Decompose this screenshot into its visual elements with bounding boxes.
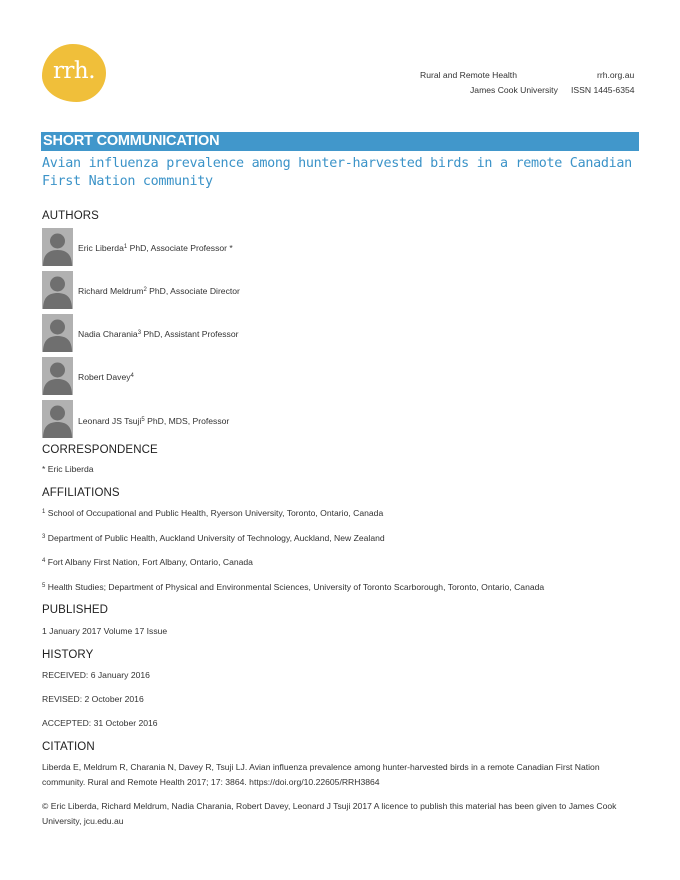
author-role: PhD, Assistant Professor: [141, 329, 239, 339]
affiliation-item: [42, 557, 253, 567]
affiliation-text: Fort Albany First Nation, Fort Albany, Ontario, Canada: [45, 557, 253, 567]
author-name: Robert Davey: [78, 372, 131, 382]
avatar: [42, 271, 73, 309]
author-sup: 4: [130, 373, 134, 379]
received-date: RECEIVED: 6 January 2016: [42, 670, 150, 680]
citation-heading: CITATION: [42, 741, 95, 753]
affiliation-text: School of Occupational and Public Health, Ryerson University, Toronto, Ontario, Canada: [45, 508, 384, 518]
correspondence-heading: CORRESPONDENCE: [42, 444, 158, 456]
affiliation-item: [42, 508, 383, 518]
publisher-name: James Cook University: [470, 85, 558, 95]
license-text: © Eric Liberda, Richard Meldrum, Nadia Charania, Robert Davey, Leonard J Tsuji 2017 A licence to publish this material has been given to James Cook University, jcu.edu.au: [42, 801, 617, 826]
author-name: Leonard JS Tsuji: [78, 416, 142, 426]
author-name: Nadia Charania: [78, 329, 138, 339]
published-heading: PUBLISHED: [42, 604, 109, 616]
author-role: PhD, MDS, Professor: [144, 416, 230, 426]
citation-text: Liberda E, Meldrum R, Charania N, Davey R, Tsuji LJ. Avian influenza prevalence among hunter-harvested birds in a remote Canadian First Nation community. Rural and Remote Health 2017; 17: 3864. https://doi.org/10.22605/RRH3864: [42, 762, 600, 787]
revised-date: REVISED: 2 October 2016: [42, 694, 144, 704]
logo-text: rrh.: [52, 58, 96, 84]
published-text: 1 January 2017 Volume 17 Issue: [42, 626, 168, 636]
author-name: Richard Meldrum: [78, 286, 144, 296]
article-title: Avian influenza prevalence among hunter-harvested birds in a remote Canadian First Nation community: [42, 156, 632, 189]
affiliation-text: Health Studies; Department of Physical and Environmental Sciences, University of Toronto Scarborough, Toronto, Ontario, Canada: [45, 582, 545, 592]
author-role: PhD, Associate Professor *: [127, 243, 233, 253]
avatar: [42, 228, 73, 266]
author-role: PhD, Associate Director: [146, 286, 240, 296]
article-type-label: SHORT COMMUNICATION: [43, 133, 220, 149]
author-sup: 2: [143, 287, 147, 293]
author-sup: 1: [123, 244, 128, 250]
affiliation-sup: 1: [42, 509, 46, 515]
affiliation-sup: 5: [42, 583, 46, 589]
history-heading: HISTORY: [42, 649, 94, 661]
avatar: [42, 357, 73, 395]
rrh-logo: [42, 44, 106, 102]
journal-name: Rural and Remote Health: [420, 70, 517, 80]
author-name: Eric Liberda: [78, 243, 124, 253]
accepted-date: ACCEPTED: 31 October 2016: [42, 718, 158, 728]
author-sup: 5: [141, 417, 145, 423]
affiliation-text: Department of Public Health, Auckland University of Technology, Auckland, New Zealand: [45, 533, 385, 543]
article-type-bar: [41, 132, 639, 151]
site-link[interactable]: rrh.org.au: [597, 70, 635, 80]
affiliation-item: [42, 533, 385, 543]
author-3: [78, 329, 239, 339]
authors-heading: AUTHORS: [42, 210, 99, 222]
affiliations-heading: AFFILIATIONS: [42, 487, 120, 499]
affiliation-sup: 3: [42, 534, 46, 540]
avatar: [42, 314, 73, 352]
correspondence-text: * Eric Liberda: [42, 464, 94, 474]
author-1: [78, 243, 233, 253]
issn-text: ISSN 1445-6354: [571, 85, 635, 95]
avatar: [42, 400, 73, 438]
affiliation-item: [42, 582, 544, 592]
author-4: [78, 372, 134, 382]
author-sup: 3: [137, 330, 142, 336]
author-5: [78, 416, 229, 426]
affiliation-sup: 4: [42, 558, 46, 564]
author-2: [78, 286, 240, 296]
